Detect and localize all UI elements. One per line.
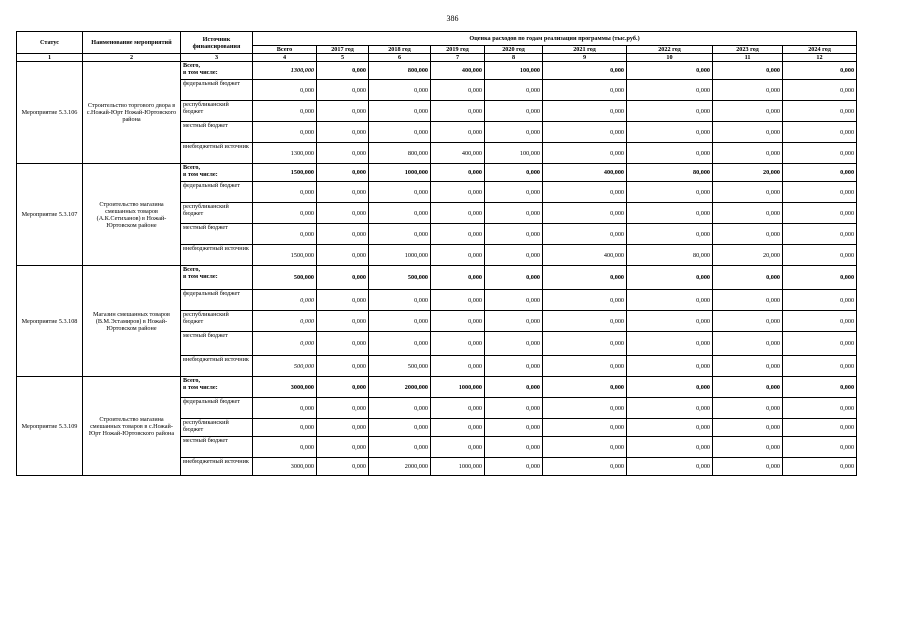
header-year: 2024 год bbox=[783, 46, 857, 54]
funding-source: внебюджетный источник bbox=[181, 245, 253, 266]
value-cell: 0,000 bbox=[485, 182, 543, 203]
value-cell: 0,000 bbox=[431, 164, 485, 182]
funding-source: местный бюджет bbox=[181, 332, 253, 356]
value-cell: 0,000 bbox=[627, 437, 713, 458]
value-cell: 0,000 bbox=[253, 437, 317, 458]
value-cell: 0,000 bbox=[543, 143, 627, 164]
value-cell: 80,000 bbox=[627, 245, 713, 266]
header-year: 2022 год bbox=[627, 46, 713, 54]
value-cell: 3000,000 bbox=[253, 458, 317, 476]
value-cell: 0,000 bbox=[369, 311, 431, 332]
value-cell: 0,000 bbox=[627, 458, 713, 476]
header-year: 2018 год bbox=[369, 46, 431, 54]
value-cell: 0,000 bbox=[627, 80, 713, 101]
funding-source: местный бюджет bbox=[181, 437, 253, 458]
value-cell: 0,000 bbox=[317, 266, 369, 290]
value-cell: 0,000 bbox=[485, 290, 543, 311]
funding-source: федеральный бюджет bbox=[181, 398, 253, 419]
value-cell: 0,000 bbox=[627, 62, 713, 80]
value-cell: 0,000 bbox=[253, 101, 317, 122]
column-index-cell: 12 bbox=[783, 54, 857, 62]
value-cell: 0,000 bbox=[543, 182, 627, 203]
value-cell: 0,000 bbox=[369, 101, 431, 122]
value-cell: 0,000 bbox=[783, 437, 857, 458]
value-cell: 0,000 bbox=[369, 122, 431, 143]
column-index-cell: 11 bbox=[713, 54, 783, 62]
value-cell: 500,000 bbox=[253, 356, 317, 377]
funding-source: внебюджетный источник bbox=[181, 356, 253, 377]
value-cell: 0,000 bbox=[783, 458, 857, 476]
value-cell: 0,000 bbox=[317, 80, 369, 101]
value-cell: 0,000 bbox=[369, 224, 431, 245]
value-cell: 400,000 bbox=[543, 245, 627, 266]
column-index-cell: 6 bbox=[369, 54, 431, 62]
value-cell: 0,000 bbox=[713, 332, 783, 356]
value-cell: 0,000 bbox=[253, 224, 317, 245]
column-index-row bbox=[17, 54, 857, 62]
value-cell: 0,000 bbox=[543, 458, 627, 476]
value-cell: 0,000 bbox=[543, 332, 627, 356]
value-cell: 400,000 bbox=[431, 62, 485, 80]
value-cell: 0,000 bbox=[783, 332, 857, 356]
column-index-cell: 5 bbox=[317, 54, 369, 62]
value-cell: 1000,000 bbox=[369, 164, 431, 182]
value-cell: 1000,000 bbox=[431, 377, 485, 398]
value-cell: 0,000 bbox=[627, 143, 713, 164]
value-cell: 0,000 bbox=[253, 203, 317, 224]
funding-source: республиканский бюджет bbox=[181, 203, 253, 224]
value-cell: 0,000 bbox=[713, 458, 783, 476]
value-cell: 0,000 bbox=[485, 398, 543, 419]
value-cell: 0,000 bbox=[431, 356, 485, 377]
value-cell: 0,000 bbox=[627, 398, 713, 419]
funding-source: республиканский бюджет bbox=[181, 311, 253, 332]
value-cell: 0,000 bbox=[543, 203, 627, 224]
value-cell: 0,000 bbox=[431, 398, 485, 419]
value-cell: 80,000 bbox=[627, 164, 713, 182]
value-cell: 0,000 bbox=[543, 377, 627, 398]
value-cell: 0,000 bbox=[713, 143, 783, 164]
value-cell: 0,000 bbox=[543, 398, 627, 419]
value-cell: 0,000 bbox=[543, 224, 627, 245]
value-cell: 0,000 bbox=[713, 377, 783, 398]
table-row bbox=[17, 62, 857, 80]
value-cell: 0,000 bbox=[369, 419, 431, 437]
value-cell: 0,000 bbox=[485, 80, 543, 101]
value-cell: 0,000 bbox=[543, 80, 627, 101]
value-cell: 0,000 bbox=[627, 377, 713, 398]
value-cell: 0,000 bbox=[783, 182, 857, 203]
value-cell: 0,000 bbox=[317, 419, 369, 437]
value-cell: 0,000 bbox=[431, 245, 485, 266]
value-cell: 0,000 bbox=[317, 122, 369, 143]
funding-source: Всего, в том числе: bbox=[181, 164, 253, 182]
value-cell: 0,000 bbox=[431, 80, 485, 101]
value-cell: 0,000 bbox=[253, 290, 317, 311]
value-cell: 0,000 bbox=[783, 80, 857, 101]
value-cell: 0,000 bbox=[253, 311, 317, 332]
column-index-cell: 10 bbox=[627, 54, 713, 62]
value-cell: 0,000 bbox=[317, 182, 369, 203]
value-cell: 800,000 bbox=[369, 62, 431, 80]
value-cell: 1300,000 bbox=[253, 62, 317, 80]
value-cell: 0,000 bbox=[713, 311, 783, 332]
value-cell: 0,000 bbox=[485, 245, 543, 266]
value-cell: 0,000 bbox=[543, 101, 627, 122]
table-row bbox=[17, 266, 857, 290]
value-cell: 500,000 bbox=[369, 356, 431, 377]
value-cell: 0,000 bbox=[627, 101, 713, 122]
value-cell: 100,000 bbox=[485, 143, 543, 164]
value-cell: 0,000 bbox=[485, 203, 543, 224]
value-cell: 0,000 bbox=[317, 290, 369, 311]
value-cell: 0,000 bbox=[713, 80, 783, 101]
value-cell: 0,000 bbox=[485, 164, 543, 182]
value-cell: 0,000 bbox=[543, 437, 627, 458]
value-cell: 0,000 bbox=[369, 182, 431, 203]
value-cell: 0,000 bbox=[543, 311, 627, 332]
value-cell: 0,000 bbox=[627, 332, 713, 356]
header-year: 2017 год bbox=[317, 46, 369, 54]
measure-status: Мероприятие 5.3.106 bbox=[17, 62, 83, 164]
value-cell: 0,000 bbox=[713, 62, 783, 80]
value-cell: 0,000 bbox=[713, 398, 783, 419]
funding-source: Всего, в том числе: bbox=[181, 62, 253, 80]
value-cell: 0,000 bbox=[369, 80, 431, 101]
value-cell: 0,000 bbox=[317, 356, 369, 377]
funding-source: республиканский бюджет bbox=[181, 419, 253, 437]
funding-source: республиканский бюджет bbox=[181, 101, 253, 122]
funding-source: федеральный бюджет bbox=[181, 290, 253, 311]
value-cell: 0,000 bbox=[317, 245, 369, 266]
header-year: Всего bbox=[253, 46, 317, 54]
value-cell: 400,000 bbox=[431, 143, 485, 164]
value-cell: 0,000 bbox=[369, 332, 431, 356]
value-cell: 0,000 bbox=[627, 182, 713, 203]
value-cell: 0,000 bbox=[783, 164, 857, 182]
value-cell: 0,000 bbox=[369, 437, 431, 458]
value-cell: 0,000 bbox=[431, 122, 485, 143]
value-cell: 0,000 bbox=[317, 377, 369, 398]
table-row bbox=[17, 377, 857, 398]
value-cell: 0,000 bbox=[431, 437, 485, 458]
value-cell: 500,000 bbox=[253, 266, 317, 290]
column-index-cell: 4 bbox=[253, 54, 317, 62]
budget-table bbox=[16, 31, 857, 476]
value-cell: 0,000 bbox=[543, 62, 627, 80]
value-cell: 0,000 bbox=[783, 143, 857, 164]
value-cell: 0,000 bbox=[253, 332, 317, 356]
value-cell: 0,000 bbox=[627, 356, 713, 377]
funding-source: федеральный бюджет bbox=[181, 182, 253, 203]
value-cell: 500,000 bbox=[369, 266, 431, 290]
funding-source: внебюджетный источник bbox=[181, 143, 253, 164]
value-cell: 0,000 bbox=[485, 266, 543, 290]
funding-source: местный бюджет bbox=[181, 122, 253, 143]
column-index-cell: 8 bbox=[485, 54, 543, 62]
header-status: Статус bbox=[17, 32, 83, 54]
value-cell: 0,000 bbox=[317, 62, 369, 80]
header-name: Наименование мероприятий bbox=[83, 32, 181, 54]
value-cell: 400,000 bbox=[543, 164, 627, 182]
value-cell: 0,000 bbox=[783, 266, 857, 290]
value-cell: 0,000 bbox=[543, 122, 627, 143]
measure-name: Строительство магазина смешанных товаров (А.К.Сетиханов) в Ножай-Юртовском районе bbox=[83, 164, 181, 266]
value-cell: 0,000 bbox=[485, 224, 543, 245]
value-cell: 0,000 bbox=[713, 182, 783, 203]
column-index-cell: 7 bbox=[431, 54, 485, 62]
measure-status: Мероприятие 5.3.107 bbox=[17, 164, 83, 266]
value-cell: 0,000 bbox=[431, 224, 485, 245]
value-cell: 0,000 bbox=[253, 122, 317, 143]
value-cell: 1000,000 bbox=[369, 245, 431, 266]
value-cell: 0,000 bbox=[369, 398, 431, 419]
value-cell: 0,000 bbox=[783, 62, 857, 80]
value-cell: 0,000 bbox=[317, 143, 369, 164]
measure-name: Строительство магазина смешанных товаров в с.Ножай-Юрт Ножай-Юртовского района bbox=[83, 377, 181, 476]
value-cell: 0,000 bbox=[627, 224, 713, 245]
value-cell: 0,000 bbox=[627, 122, 713, 143]
value-cell: 0,000 bbox=[431, 182, 485, 203]
value-cell: 0,000 bbox=[485, 377, 543, 398]
value-cell: 0,000 bbox=[627, 311, 713, 332]
funding-source: федеральный бюджет bbox=[181, 80, 253, 101]
value-cell: 0,000 bbox=[783, 419, 857, 437]
value-cell: 0,000 bbox=[369, 203, 431, 224]
value-cell: 3000,000 bbox=[253, 377, 317, 398]
value-cell: 0,000 bbox=[431, 419, 485, 437]
table-row bbox=[17, 164, 857, 182]
value-cell: 0,000 bbox=[627, 203, 713, 224]
funding-source: внебюджетный источник bbox=[181, 458, 253, 476]
value-cell: 0,000 bbox=[485, 458, 543, 476]
column-index-cell: 1 bbox=[17, 54, 83, 62]
value-cell: 0,000 bbox=[713, 266, 783, 290]
value-cell: 0,000 bbox=[783, 398, 857, 419]
funding-source: Всего, в том числе: bbox=[181, 377, 253, 398]
header-year: 2023 год bbox=[713, 46, 783, 54]
value-cell: 0,000 bbox=[713, 101, 783, 122]
value-cell: 0,000 bbox=[485, 437, 543, 458]
value-cell: 0,000 bbox=[485, 332, 543, 356]
value-cell: 0,000 bbox=[485, 122, 543, 143]
value-cell: 0,000 bbox=[485, 311, 543, 332]
value-cell: 0,000 bbox=[783, 203, 857, 224]
value-cell: 0,000 bbox=[317, 311, 369, 332]
value-cell: 0,000 bbox=[783, 290, 857, 311]
value-cell: 0,000 bbox=[713, 122, 783, 143]
value-cell: 1000,000 bbox=[431, 458, 485, 476]
value-cell: 0,000 bbox=[783, 224, 857, 245]
funding-source: местный бюджет bbox=[181, 224, 253, 245]
value-cell: 0,000 bbox=[713, 437, 783, 458]
value-cell: 20,000 bbox=[713, 245, 783, 266]
header-year: 2019 год bbox=[431, 46, 485, 54]
value-cell: 0,000 bbox=[783, 101, 857, 122]
value-cell: 0,000 bbox=[431, 311, 485, 332]
header-source: Источник финансирования bbox=[181, 32, 253, 54]
value-cell: 0,000 bbox=[783, 356, 857, 377]
page-number: 386 bbox=[446, 14, 459, 23]
value-cell: 0,000 bbox=[253, 80, 317, 101]
value-cell: 0,000 bbox=[317, 224, 369, 245]
value-cell: 0,000 bbox=[627, 266, 713, 290]
value-cell: 0,000 bbox=[627, 290, 713, 311]
value-cell: 0,000 bbox=[317, 203, 369, 224]
value-cell: 1500,000 bbox=[253, 245, 317, 266]
value-cell: 0,000 bbox=[317, 458, 369, 476]
value-cell: 0,000 bbox=[783, 122, 857, 143]
value-cell: 0,000 bbox=[485, 101, 543, 122]
value-cell: 2000,000 bbox=[369, 377, 431, 398]
value-cell: 0,000 bbox=[713, 224, 783, 245]
value-cell: 0,000 bbox=[543, 290, 627, 311]
value-cell: 1300,000 bbox=[253, 143, 317, 164]
measure-status: Мероприятие 5.3.109 bbox=[17, 377, 83, 476]
value-cell: 1500,000 bbox=[253, 164, 317, 182]
column-index-cell: 3 bbox=[181, 54, 253, 62]
column-index-cell: 2 bbox=[83, 54, 181, 62]
value-cell: 0,000 bbox=[431, 266, 485, 290]
value-cell: 0,000 bbox=[317, 164, 369, 182]
header-expenses-group: Оценка расходов по годам реализации программы (тыс.руб.) bbox=[253, 32, 857, 46]
value-cell: 0,000 bbox=[543, 266, 627, 290]
value-cell: 0,000 bbox=[543, 356, 627, 377]
value-cell: 100,000 bbox=[485, 62, 543, 80]
value-cell: 0,000 bbox=[431, 290, 485, 311]
value-cell: 2000,000 bbox=[369, 458, 431, 476]
value-cell: 20,000 bbox=[713, 164, 783, 182]
value-cell: 0,000 bbox=[317, 398, 369, 419]
value-cell: 0,000 bbox=[713, 419, 783, 437]
value-cell: 0,000 bbox=[485, 356, 543, 377]
value-cell: 0,000 bbox=[713, 203, 783, 224]
header-year: 2020 год bbox=[485, 46, 543, 54]
value-cell: 0,000 bbox=[317, 101, 369, 122]
value-cell: 0,000 bbox=[253, 398, 317, 419]
value-cell: 0,000 bbox=[431, 101, 485, 122]
header-year: 2021 год bbox=[543, 46, 627, 54]
value-cell: 0,000 bbox=[431, 332, 485, 356]
value-cell: 0,000 bbox=[627, 419, 713, 437]
value-cell: 0,000 bbox=[783, 377, 857, 398]
value-cell: 0,000 bbox=[543, 419, 627, 437]
column-index-cell: 9 bbox=[543, 54, 627, 62]
value-cell: 0,000 bbox=[783, 245, 857, 266]
measure-name: Строительство торгового двора в с.Ножай-Юрт Ножай-Юртовского района bbox=[83, 62, 181, 164]
value-cell: 0,000 bbox=[713, 356, 783, 377]
value-cell: 0,000 bbox=[485, 419, 543, 437]
value-cell: 0,000 bbox=[253, 419, 317, 437]
value-cell: 0,000 bbox=[253, 182, 317, 203]
measure-status: Мероприятие 5.3.108 bbox=[17, 266, 83, 377]
value-cell: 0,000 bbox=[431, 203, 485, 224]
measure-name: Магазин смешанных товаров (В.М.Эстамиров) в Ножай-Юртовском районе bbox=[83, 266, 181, 377]
value-cell: 0,000 bbox=[317, 437, 369, 458]
funding-source: Всего, в том числе: bbox=[181, 266, 253, 290]
value-cell: 0,000 bbox=[713, 290, 783, 311]
value-cell: 0,000 bbox=[783, 311, 857, 332]
value-cell: 0,000 bbox=[317, 332, 369, 356]
value-cell: 800,000 bbox=[369, 143, 431, 164]
value-cell: 0,000 bbox=[369, 290, 431, 311]
